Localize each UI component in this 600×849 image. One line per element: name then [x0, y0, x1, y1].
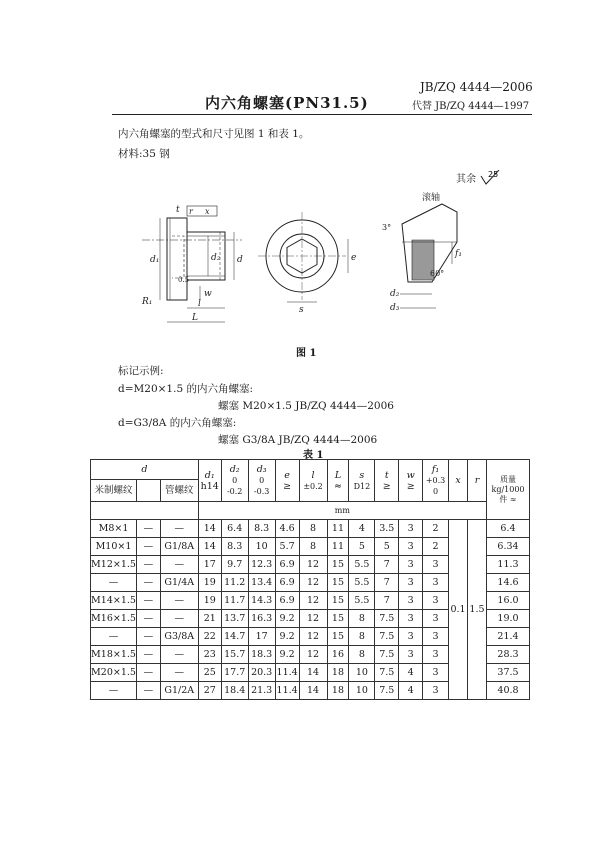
cell-d3: 8.3	[248, 520, 275, 538]
cell-mass: 16.0	[486, 592, 529, 610]
header-f1	[423, 460, 449, 502]
cell-t: 5	[375, 538, 399, 556]
cell-d3: 10	[248, 538, 275, 556]
cell-x: 0.1	[449, 520, 468, 700]
header-d1	[198, 460, 221, 502]
cell-r: 1.5	[468, 520, 487, 700]
table-row	[91, 520, 530, 538]
cell-d3: 21.3	[248, 682, 275, 700]
end-view	[258, 212, 356, 315]
header-pipe: 管螺纹	[160, 480, 198, 502]
cell-pipe: G1/4A	[160, 574, 198, 592]
cell-L: 11	[327, 520, 349, 538]
cell-metric: —	[91, 574, 137, 592]
cell-f1: 3	[423, 628, 449, 646]
cell-l: 12	[299, 610, 327, 628]
header-r: r	[468, 460, 487, 502]
cell-mass: 11.3	[486, 556, 529, 574]
cell-e: 6.9	[275, 574, 299, 592]
cell-L: 15	[327, 610, 349, 628]
cell-s: 8	[349, 610, 375, 628]
cell-f1: 3	[423, 574, 449, 592]
example-mark-2: 螺塞 G3/8A JB/ZQ 4444—2006	[218, 434, 378, 446]
cell-mass: 6.34	[486, 538, 529, 556]
cell-dash: —	[136, 574, 160, 592]
cell-t: 7	[375, 574, 399, 592]
cell-dash: —	[136, 646, 160, 664]
cell-e: 9.2	[275, 610, 299, 628]
title-rule	[112, 114, 532, 115]
cell-s: 10	[349, 682, 375, 700]
header-w: w ≥	[399, 460, 423, 502]
cell-d2: 18.4	[221, 682, 248, 700]
cell-t: 3.5	[375, 520, 399, 538]
header-t: t ≥	[375, 460, 399, 502]
label-d1: d₁	[150, 255, 160, 265]
label-angle-3: 3°	[382, 223, 392, 232]
cell-L: 15	[327, 574, 349, 592]
spec-table	[90, 459, 530, 700]
header-unit: mm	[198, 502, 486, 520]
cell-mass: 14.6	[486, 574, 529, 592]
header-unit-blank	[91, 502, 199, 520]
cell-d1: 14	[198, 538, 221, 556]
cell-dash: —	[136, 538, 160, 556]
replaces-standard: 代替 JB/ZQ 4444—1997	[412, 101, 530, 112]
cell-dash: —	[136, 682, 160, 700]
cell-f1: 3	[423, 592, 449, 610]
cell-pipe: —	[160, 556, 198, 574]
cell-d1: 21	[198, 610, 221, 628]
cell-mass: 6.4	[486, 520, 529, 538]
header-d1-symbol: d₁	[204, 469, 215, 481]
cell-metric: M16×1.5	[91, 610, 137, 628]
cell-l: 12	[299, 592, 327, 610]
cell-L: 15	[327, 628, 349, 646]
cell-d3: 16.3	[248, 610, 275, 628]
example-heading: 标记示例:	[118, 365, 164, 377]
header-d2-symbol: d₂	[229, 464, 240, 475]
label-d2-detail: d₂	[390, 289, 400, 299]
cell-d2: 8.3	[221, 538, 248, 556]
cell-d3: 13.4	[248, 574, 275, 592]
example-mark-1: 螺塞 M20×1.5 JB/ZQ 4444—2006	[218, 400, 394, 412]
header-mass: 质量 kg/1000 件 ≈	[486, 460, 529, 520]
cell-w: 4	[399, 682, 423, 700]
cell-metric: —	[91, 628, 137, 646]
cell-w: 3	[399, 520, 423, 538]
cell-L: 18	[327, 682, 349, 700]
cell-metric: M10×1	[91, 538, 137, 556]
roughness-label: 其余	[456, 174, 476, 185]
label-x: x	[205, 207, 210, 216]
cell-d1: 25	[198, 664, 221, 682]
cell-metric: M18×1.5	[91, 646, 137, 664]
cell-pipe: G1/8A	[160, 538, 198, 556]
header-d3	[248, 460, 275, 502]
cell-d2: 6.4	[221, 520, 248, 538]
cell-t: 7	[375, 592, 399, 610]
header-blank	[136, 480, 160, 502]
cell-s: 10	[349, 664, 375, 682]
header-e: e ≥	[275, 460, 299, 502]
cell-mass: 28.3	[486, 646, 529, 664]
roughness-value: 25	[488, 170, 499, 179]
cell-d1: 17	[198, 556, 221, 574]
header-d2-tol: 0 -0.2	[226, 476, 243, 496]
cell-w: 3	[399, 610, 423, 628]
cell-pipe: G3/8A	[160, 628, 198, 646]
label-R1: R₁	[142, 297, 153, 307]
cell-d1: 27	[198, 682, 221, 700]
header-f1-tol: +0.3 0	[425, 476, 446, 496]
cell-l: 12	[299, 574, 327, 592]
cell-d2: 17.7	[221, 664, 248, 682]
cell-w: 3	[399, 592, 423, 610]
header-d2	[221, 460, 248, 502]
cell-d2: 9.7	[221, 556, 248, 574]
header-f1-symbol: f₁	[431, 464, 440, 475]
cell-f1: 3	[423, 682, 449, 700]
label-d3: d₃	[390, 303, 400, 313]
cell-s: 5.5	[349, 556, 375, 574]
cell-f1: 2	[423, 538, 449, 556]
table-caption: 表 1	[303, 450, 324, 461]
cell-t: 7.5	[375, 646, 399, 664]
header-d1-tol: h14	[200, 480, 219, 492]
cell-w: 4	[399, 664, 423, 682]
cell-mass: 37.5	[486, 664, 529, 682]
cell-l: 14	[299, 682, 327, 700]
cell-w: 3	[399, 628, 423, 646]
cell-t: 7.5	[375, 610, 399, 628]
cell-pipe: —	[160, 592, 198, 610]
label-d2: d₂	[211, 253, 221, 263]
label-t: t	[176, 205, 180, 215]
header-metric: 米制螺纹	[91, 480, 137, 502]
cell-mass: 19.0	[486, 610, 529, 628]
cell-s: 5	[349, 538, 375, 556]
page-title: 内六角螺塞(PN31.5)	[205, 94, 369, 112]
material-text: 材料:35 钢	[118, 148, 170, 160]
label-w: w	[204, 289, 212, 299]
header-s-symbol: s	[359, 469, 365, 481]
cell-dash: —	[136, 628, 160, 646]
cell-d2: 11.2	[221, 574, 248, 592]
cell-d2: 11.7	[221, 592, 248, 610]
header-d: d	[91, 460, 199, 480]
cell-s: 8	[349, 628, 375, 646]
cell-s: 5.5	[349, 592, 375, 610]
cell-e: 9.2	[275, 646, 299, 664]
cell-d3: 14.3	[248, 592, 275, 610]
header-L: L ≈	[327, 460, 349, 502]
cell-l: 8	[299, 538, 327, 556]
label-s: s	[299, 305, 304, 315]
cell-pipe: —	[160, 520, 198, 538]
label-angle-60: 60°	[430, 269, 445, 278]
cell-e: 6.9	[275, 556, 299, 574]
cell-f1: 3	[423, 664, 449, 682]
cell-d3: 12.3	[248, 556, 275, 574]
cell-dash: —	[136, 556, 160, 574]
cell-e: 4.6	[275, 520, 299, 538]
technical-drawing	[112, 182, 532, 330]
cell-l: 12	[299, 646, 327, 664]
header-d3-tol: 0 -0.3	[253, 476, 270, 496]
cell-l: 12	[299, 556, 327, 574]
cell-w: 3	[399, 556, 423, 574]
cell-e: 9.2	[275, 628, 299, 646]
cell-t: 7.5	[375, 628, 399, 646]
cell-d2: 13.7	[221, 610, 248, 628]
cell-t: 7.5	[375, 664, 399, 682]
cell-t: 7.5	[375, 682, 399, 700]
standard-number: JB/ZQ 4444—2006	[420, 80, 533, 94]
label-l: l	[198, 299, 201, 309]
figure-caption: 图 1	[296, 348, 317, 359]
cell-metric: M14×1.5	[91, 592, 137, 610]
cell-metric: M20×1.5	[91, 664, 137, 682]
side-view	[141, 205, 243, 323]
cell-d1: 14	[198, 520, 221, 538]
cell-d1: 22	[198, 628, 221, 646]
cell-dash: —	[136, 592, 160, 610]
cell-l: 14	[299, 664, 327, 682]
label-L: L	[192, 313, 198, 323]
cell-l: 8	[299, 520, 327, 538]
cell-s: 5.5	[349, 574, 375, 592]
cell-l: 12	[299, 628, 327, 646]
cell-d1: 23	[198, 646, 221, 664]
cell-L: 15	[327, 556, 349, 574]
header-l	[299, 460, 327, 502]
example-case-1: d=M20×1.5 的内六角螺塞:	[118, 383, 254, 395]
label-f1: f₁	[455, 249, 462, 259]
cell-d3: 18.3	[248, 646, 275, 664]
cell-mass: 40.8	[486, 682, 529, 700]
cell-s: 8	[349, 646, 375, 664]
cell-e: 5.7	[275, 538, 299, 556]
header-x: x	[449, 460, 468, 502]
label-d: d	[237, 255, 243, 265]
cell-d2: 14.7	[221, 628, 248, 646]
cell-e: 6.9	[275, 592, 299, 610]
cell-d1: 19	[198, 592, 221, 610]
cell-mass: 21.4	[486, 628, 529, 646]
cell-L: 15	[327, 592, 349, 610]
cell-dash: —	[136, 610, 160, 628]
cell-f1: 2	[423, 520, 449, 538]
cell-d3: 17	[248, 628, 275, 646]
label-chamfer: 0.5	[178, 276, 190, 284]
cell-f1: 3	[423, 646, 449, 664]
header-d3-symbol: d₃	[256, 464, 267, 475]
cell-pipe: —	[160, 664, 198, 682]
header-s-tol: D12	[353, 481, 371, 491]
header-s	[349, 460, 375, 502]
cell-t: 7	[375, 556, 399, 574]
detail-view	[382, 191, 462, 313]
cell-L: 16	[327, 646, 349, 664]
cell-w: 3	[399, 538, 423, 556]
header-l-tol: ±0.2	[303, 481, 323, 491]
example-case-2: d=G3/8A 的内六角螺塞:	[118, 417, 237, 429]
label-e: e	[351, 253, 357, 263]
label-knurl: 滚轴	[422, 193, 441, 203]
cell-f1: 3	[423, 610, 449, 628]
cell-s: 4	[349, 520, 375, 538]
cell-metric: M12×1.5	[91, 556, 137, 574]
cell-d2: 15.7	[221, 646, 248, 664]
cell-d3: 20.3	[248, 664, 275, 682]
label-r: r	[189, 207, 193, 216]
cell-metric: —	[91, 682, 137, 700]
intro-text: 内六角螺塞的型式和尺寸见图 1 和表 1。	[118, 128, 310, 140]
cell-metric: M8×1	[91, 520, 137, 538]
cell-L: 11	[327, 538, 349, 556]
header-l-symbol: l	[311, 469, 315, 481]
cell-d1: 19	[198, 574, 221, 592]
cell-pipe: —	[160, 646, 198, 664]
cell-dash: —	[136, 664, 160, 682]
cell-w: 3	[399, 574, 423, 592]
cell-f1: 3	[423, 556, 449, 574]
cell-e: 11.4	[275, 682, 299, 700]
cell-e: 11.4	[275, 664, 299, 682]
cell-w: 3	[399, 646, 423, 664]
cell-L: 18	[327, 664, 349, 682]
cell-pipe: G1/2A	[160, 682, 198, 700]
cell-pipe: —	[160, 610, 198, 628]
cell-dash: —	[136, 520, 160, 538]
